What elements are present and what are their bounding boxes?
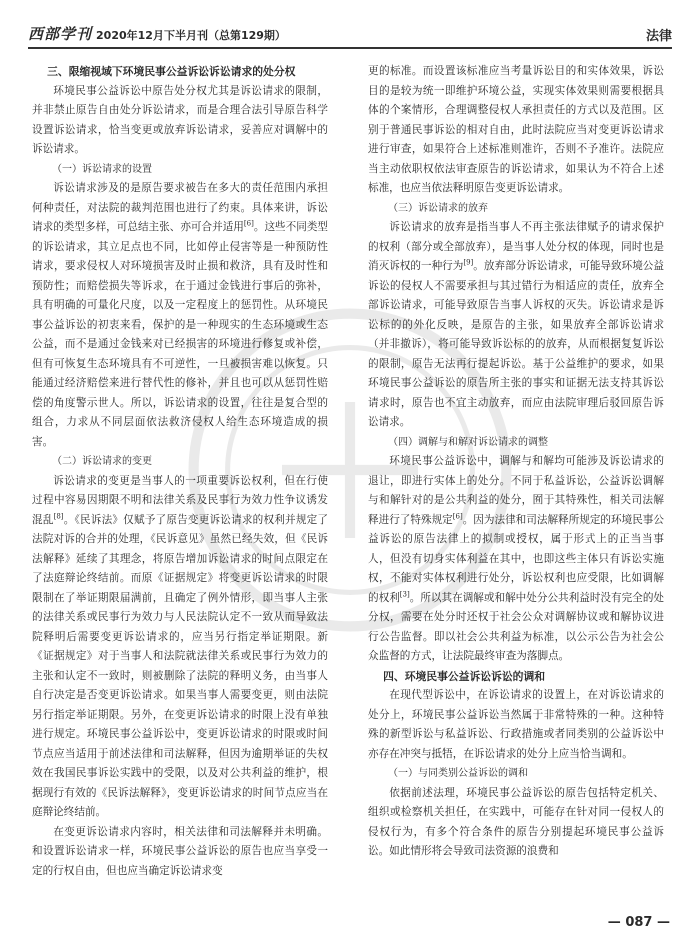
paragraph: 在变更诉讼请求内容时，相关法律和司法解释并未明确。和设置诉讼请求一样，环境民事公益诉讼的原告也应当享受一定的行权自由，但也应当确定诉讼请求变 <box>32 825 328 877</box>
paragraph: 在现代型诉讼中，在诉讼请求的设置上，在对诉讼请求的处分上，环境民事公益诉讼当然属于非常特殊的一种。这种特殊的新型诉讼与私益诉讼、行政措施或者同类别的公益诉讼中亦存在冲突与抵牾，在诉讼请求的处分上应当恰当调和。 <box>368 689 664 760</box>
text-run: 诉讼请求的变更是当事人的一项重要诉讼权利，但在行使过程中容易因期限不明和法律关系及民事行为效力性争议诱发混乱 <box>32 474 328 526</box>
paragraph: 依据前述法理，环境民事公益诉讼的原告包括特定机关、组织或检察机关担任，在实践中，可能存在针对同一侵权人的侵权行为，有多个符合条件的原告分别提起环境民事公益诉讼。如此情形将会导致司法资源的浪费和 <box>368 786 664 857</box>
section-title-3: 三、限缩视域下环境民事公益诉讼诉讼请求的处分权 <box>47 65 296 78</box>
text-run: 。所以其在调解或和解中处分公共利益时没有完全的处分权，需要在处分时还权于社会公众对调解协议或和解协议进行公告监督。即以社会公共利益为标准，以公示公告为社会公众监督的方式，让法院最终审查为落脚点。 <box>368 591 665 662</box>
citation: [6] <box>243 219 254 228</box>
citation: [8] <box>53 511 64 520</box>
text-run: 。这些不同类型的诉讼请求，其立足点也不同，比如停止侵害等是一种预防性请求，要求侵权人对环境损害及时止损和救济，具有及时性和预防性；而赔偿损失等诉求，在于通过金钱进行事后的弥补，具有明确的可量化尺度，以及一定程度上的惩罚性。从环境民事公益诉讼的初衷来看，保护的是一种现实的生态环境或生态公益，而不是通过金钱来对已经损害的环境进行修复或补偿，但有可恢复生态环境具有不可逆性，一旦被损害难以恢复。只能通过经济赔偿来进行替代性的修补，并且也可以从惩罚性赔偿的角度警示世人。所以，诉讼请求的设置，往往是复合型的组合，力求从不同层面依法救济侵权人给生态环境造成的损害。 <box>32 221 329 448</box>
issue-info: 2020年12月下半月刊（总第129期） <box>96 29 286 42</box>
journal-logo: 西部学刊 <box>28 25 93 43</box>
subheading-setting: （一）诉讼请求的设置 <box>52 163 152 175</box>
citation: [6] <box>452 511 463 520</box>
paragraph <box>32 472 328 823</box>
page-number: — 087 — <box>607 915 670 930</box>
right-column <box>368 62 664 862</box>
paragraph: 环境民事公益诉讼中原告处分权尤其是诉讼请求的限制，并非禁止原告自由处分诉讼请求，而是合理合法引导原告科学设置诉讼请求，恰当变更或放弃诉讼请求，妥善应对调解中的诉讼请求。 <box>32 84 328 155</box>
paragraph <box>368 452 664 667</box>
paragraph <box>32 179 328 452</box>
section-title-4: 四、环境民事公益诉讼诉讼的调和 <box>383 669 546 683</box>
text-run: 。放弃部分诉讼请求，可能导致环境公益诉讼的侵权人不需要承担与其过错行为相适应的责任，放弃全部诉讼请求，可能导致原告当事人诉权的灭失。诉讼请求是诉讼标的的外化反映，是原告的主张，如果放弃全部诉讼请求（并非撤诉），将可能导致诉讼标的的放弃，从而根据复复诉讼的限制，原告无法再行提起诉讼。基于公益维护的要求，如果环境民事公益诉讼的原告所主张的事实和证据无法支持其诉讼请求时，原告也不宜主动放弃，而应由法院审理后驳回原告诉讼请求。 <box>368 260 664 428</box>
text-run: 诉讼请求涉及的是原告要求被告在多大的责任范围内承担何种责任，对法院的裁判范围也进行了约束。具体来讲，诉讼请求的类型多样，可总结主张、亦可合并适用 <box>32 182 328 233</box>
subheading-reconcile: （一）与同类别公益诉讼的调和 <box>388 768 528 779</box>
text-run: 。《民诉法》仅赋予了原告变更诉讼请求的权利并规定了法院对诉的合并的处理，《民诉意见》虽然已经失效，但《民诉法解释》延续了其理念，将原告增加诉讼请求的时间点限定在了法庭辩论终结前。而原《证据规定》将变更诉讼请求的时限限制在了举证期限届满前，且确定了例外情形，即当事人主张的法律关系或民事行为效力与人民法院认定不一致从而导致法院释明后需要变更诉讼请求的，应当另行指定举证期限。新《证据规定》对于当事人和法院就法律关系或民事行为效力的主张和认定不一致时，则被删除了法院的释明义务，由当事人自行决定是否变更诉讼请求。如果当事人需要变更，则由法院另行指定举证期限。另外，在变更诉讼请求的时限上没有单独进行规定。环境民事公益诉讼中，变更诉讼请求的时限或时间节点应当适用于前述法律和司法解释，但因为逾期举证的失权效在我国民事诉讼实践中的受限，以及对公共利益的维护，根据现行有效的《民诉法解释》，变更诉讼请求的时间节点应当在庭辩论终结前。 <box>32 513 329 818</box>
left-column <box>32 62 328 881</box>
subheading-mediation: （四）调解与和解对诉讼请求的调整 <box>388 436 548 448</box>
subheading-waive: （三）诉讼请求的放弃 <box>388 202 488 214</box>
paragraph: 更的标准。而设置该标准应当考量诉讼目的和实体效果，诉讼目的是较为统一即维护环境公益，实现实体效果则需要根据具体的个案情形，合理调整侵权人承担责任的方式以及范围。区别于普通民事诉讼的相对自由，此时法院应当对变更诉讼请求进行审查，如果符合上述标准则准许，否则不予准许。法院应当主动依职权依法审查原告的诉讼请求，如果认为不符合上述标准，也应当依法释明原告变更诉讼请求。 <box>368 65 664 194</box>
page-header <box>28 18 672 49</box>
citation: [9] <box>463 258 474 267</box>
text-run: 。因为法律和司法解释所规定的环境民事公益诉讼的原告法律上的拟制或授权，属于形式上的正当当事人，但没有切身实体利益在其中，也即这些主体只有诉讼实施权，不能对实体权利进行处分，诉讼权利也应受限，比如调解的权利 <box>368 513 665 604</box>
paragraph <box>368 218 664 433</box>
subheading-change: （二）诉讼请求的变更 <box>52 456 152 467</box>
text-run: 诉讼请求的放弃是指当事人不再主张法律赋予的请求保护的权利（部分或全部放弃），是当事人处分权的体现，同时也是消灭诉权的一种行为 <box>368 221 664 272</box>
header-left <box>28 23 286 44</box>
section-tag: 法律 <box>645 29 672 44</box>
citation: [3] <box>399 589 410 598</box>
text-run: 环境民事公益诉讼中，调解与和解均可能涉及诉讼请求的退让，即进行实体上的处分。不同于私益诉讼，公益诉讼调解与和解针对的是公共利益的处分，囿于其特殊性，相关司法解释进行了特殊规定 <box>368 455 664 526</box>
